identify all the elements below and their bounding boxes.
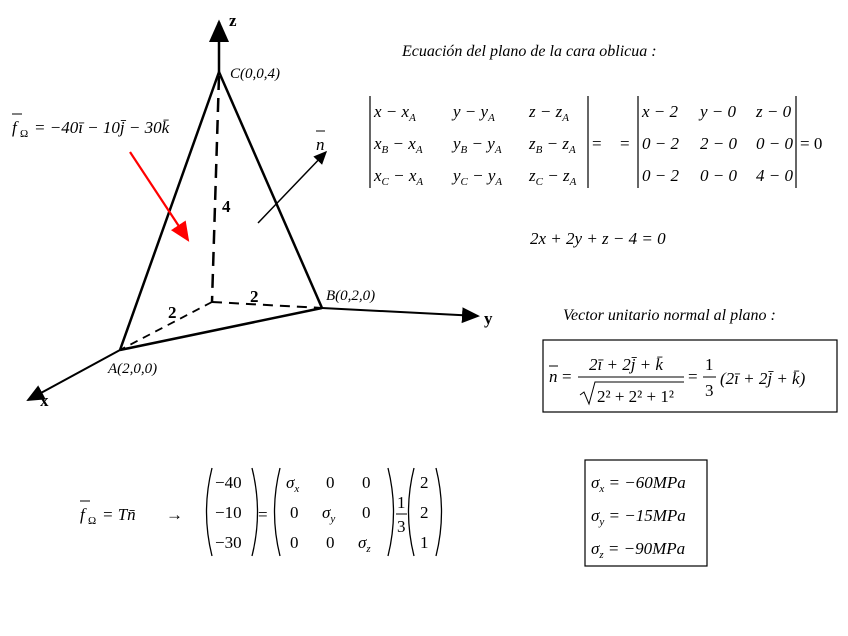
stress-equation-block — [80, 468, 442, 556]
edge-cb — [219, 72, 322, 308]
stress-lhs-eq: = Tn̄ — [102, 505, 136, 524]
unit-vector-result: (2ī + 2j̄ + k̄) — [720, 369, 806, 388]
plane-equation-block — [370, 43, 822, 248]
det2-cell-r2c3: 0 − 0 — [756, 134, 793, 153]
det-equals-sign-2: = — [620, 134, 630, 153]
results-block — [585, 460, 707, 566]
stress-lhs-sub: Ω — [88, 515, 97, 527]
unit-vector-eq2: = — [688, 367, 698, 386]
det1-r3c2-sub2: A — [495, 176, 503, 188]
unit-vector-block — [543, 307, 837, 412]
force-vector-entry: −40 — [215, 473, 242, 492]
det1-r3c1: $x_C - x_A$ — [374, 166, 424, 188]
edge-ob-dashed — [212, 302, 322, 308]
det1-r1c2-sub: A — [488, 112, 495, 124]
tensor-zero: 0 — [290, 533, 299, 552]
det1-r1c1-sub: A — [409, 112, 416, 124]
det1-r2c3-sub1: B — [535, 144, 543, 156]
force-column-vector — [215, 473, 242, 552]
det1-r3c2: $y_C - y_A$ — [453, 166, 503, 188]
edge-ab — [120, 308, 322, 350]
plane-equation: 2x + 2y + z − 4 = 0 — [530, 229, 666, 248]
force-symbol: f — [12, 118, 17, 137]
axis-z-label: z — [229, 11, 237, 30]
det1-r1c2: $y - y_A$ — [453, 102, 495, 124]
result-sigma-y: $\sigma_y = -15MPa$ — [591, 506, 686, 528]
tensor-zero: 0 — [326, 473, 335, 492]
normal-vector-entry: 2 — [420, 473, 429, 492]
point-c-label: C(0,0,4) — [230, 66, 280, 82]
point-a-label: A(2,0,0) — [108, 361, 158, 377]
tensor-sigma-x: $\sigma_x$ — [286, 473, 300, 495]
det1-r3c1-sub2: A — [416, 176, 424, 188]
tetrahedron-figure — [12, 11, 493, 410]
det1-r2c2-sub2: A — [494, 144, 502, 156]
force-equation — [12, 114, 170, 140]
unit-vector-denominator: 2² + 2² + 1² — [597, 387, 674, 406]
det1-r3c3-sub2: A — [569, 176, 577, 188]
plane-title: Ecuación del plano de la cara oblicua : — [402, 43, 657, 60]
nvec-right-paren — [436, 468, 442, 556]
normal-vector-entry: 2 — [420, 503, 429, 522]
det2-cell-r2c1: 0 − 2 — [642, 134, 679, 153]
det1-r2c1-sub1: B — [381, 144, 389, 156]
stress-equals: = — [258, 505, 268, 524]
det1-r2c3-sub2: A — [568, 144, 576, 156]
axis-y-line — [322, 308, 478, 316]
det1-r2c2-sub1: B — [460, 144, 468, 156]
det2-cell-r3c1: 0 − 2 — [642, 166, 679, 185]
result-sigma-x: $\sigma_x = -60MPa$ — [591, 473, 686, 495]
edge-oc-length: 4 — [222, 197, 231, 216]
det1-r1c3: $z - z_A$ — [529, 102, 569, 124]
result-sigma-z: $\sigma_z = -90MPa$ — [591, 539, 686, 561]
unit-vector-scale-num: 1 — [705, 355, 714, 374]
unit-vector-eq1: = — [562, 367, 572, 386]
det2-cells — [641, 102, 793, 185]
force-components: = −40ī − 10j̄ − 30k̄ — [34, 118, 170, 137]
tensor-zero: 0 — [290, 503, 299, 522]
fvec-right-paren — [252, 468, 258, 556]
det1-r2c3: $z_B - z_A$ — [529, 134, 576, 156]
stress-lhs-f: f — [80, 505, 85, 524]
normal-vector-entry: 1 — [420, 533, 429, 552]
edge-ob-length: 2 — [250, 287, 259, 306]
tensor-sigma-y: $\sigma_y$ — [322, 503, 336, 525]
edge-oc-dashed — [212, 76, 219, 302]
det1-r1c3-sub: A — [562, 112, 569, 124]
det1-r2c2: $y_B - y_A$ — [453, 134, 502, 156]
axis-y-label: y — [484, 309, 493, 328]
force-vector-entry: −30 — [215, 533, 242, 552]
unit-vector-numerator: 2ī + 2j̄ + k̄ — [589, 355, 663, 374]
det1-r3c2-sub1: C — [460, 176, 468, 188]
det2-cell-r1c3: z − 0 — [756, 102, 792, 121]
det2-cell-r2c2: 2 − 0 — [700, 134, 737, 153]
det2-cell-r3c2: 0 − 0 — [700, 166, 737, 185]
tensor-right-paren — [388, 468, 394, 556]
det2-equals-zero: = 0 — [800, 134, 823, 153]
unit-vector-scale-den: 3 — [705, 381, 714, 400]
det1-r1c1: $x - x_A$ — [374, 102, 416, 124]
force-vector-entry: −10 — [215, 503, 242, 522]
tensor-zero: 0 — [362, 473, 371, 492]
det2-cell-r3c3: 4 − 0 — [756, 166, 793, 185]
stress-arrow: → — [166, 505, 183, 524]
scale-den: 3 — [397, 517, 406, 536]
det2-cell-r1c1: x − 2 — [642, 102, 679, 121]
tensor-zero: 0 — [326, 533, 335, 552]
det1-r3c3: $z_C - z_A$ — [529, 166, 577, 188]
det1-r3c3-sub1: C — [535, 176, 543, 188]
nvec-left-paren — [409, 468, 415, 556]
tensor-left-paren — [275, 468, 281, 556]
axis-x-label: x — [40, 391, 49, 410]
fvec-left-paren — [207, 468, 213, 556]
unit-vector-title: Vector unitario normal al plano : — [563, 307, 776, 324]
normal-vector-label: n — [316, 135, 325, 154]
det2-cell-r1c2: y − 0 — [700, 102, 737, 121]
unit-vector-n: n — [549, 367, 558, 386]
det1-r3c1-sub1: C — [381, 176, 389, 188]
tensor-sigma-z: $\sigma_z$ — [358, 533, 371, 555]
point-b-label: B(0,2,0) — [326, 288, 376, 304]
normal-column-vector — [420, 473, 429, 552]
edge-oa-length: 2 — [168, 303, 177, 322]
tensor-zero: 0 — [362, 503, 371, 522]
results-list — [591, 473, 686, 561]
force-subscript: Ω — [20, 128, 29, 140]
det-equals-sign-1: = — [592, 134, 602, 153]
det1-r2c1-sub2: A — [415, 144, 423, 156]
force-arrow — [130, 152, 188, 240]
scale-num: 1 — [397, 493, 406, 512]
stress-tensor-matrix — [286, 473, 371, 555]
det1-r2c1: $x_B - x_A$ — [374, 134, 423, 156]
